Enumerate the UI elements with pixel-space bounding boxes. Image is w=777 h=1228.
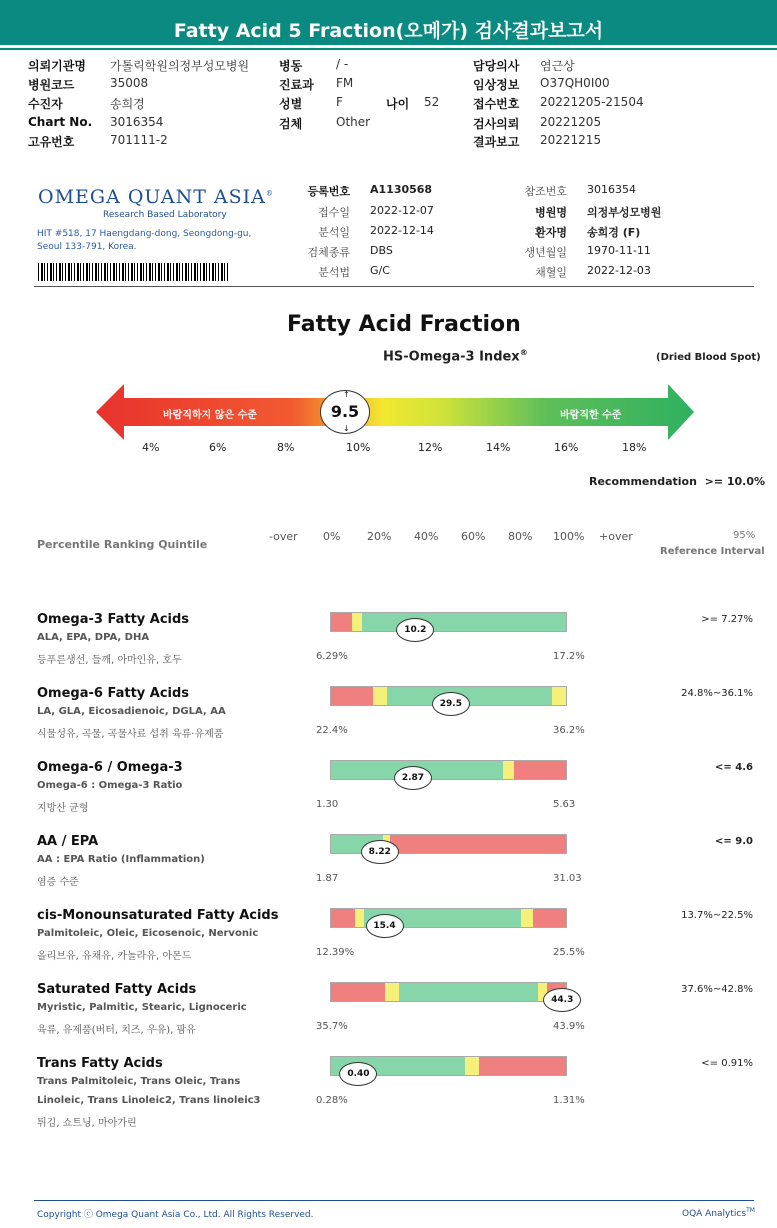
record-value: DBS [370, 244, 393, 257]
result-components: ALA, EPA, DPA, DHA [37, 632, 150, 643]
result-max: 43.9% [553, 1021, 585, 1032]
header-key: 병동 [279, 59, 303, 73]
bar-segment-green [399, 983, 538, 1001]
omega3-index-value: 9.5 [320, 390, 370, 434]
result-min: 0.28% [316, 1095, 348, 1106]
bar-segment-yellow [465, 1057, 479, 1075]
record-key: 채혈일 [535, 266, 567, 279]
bar-segment-red [479, 1057, 566, 1075]
record-key: 등록번호 [307, 185, 350, 198]
age-value: 52 [424, 95, 440, 109]
result-food-sources: 식물성유, 곡물, 곡물사료 섭취 육류·유제품 [37, 729, 224, 740]
result-food-sources: 육류, 유제품(버터, 치즈, 우유), 팜유 [37, 1025, 196, 1036]
header-value: 20221205 [540, 115, 602, 129]
result-max: 36.2% [553, 725, 585, 736]
down-arrow-icon: ↓ [343, 424, 350, 433]
header-value: 가톨릭학원의정부성모병원 [110, 59, 250, 73]
omega3-index-label: HS-Omega-3 Index® [383, 348, 528, 365]
sample-type: (Dried Blood Spot) [656, 352, 761, 363]
result-reference: <= 4.6 [715, 762, 753, 773]
lab-logo: OMEGA QUANT ASIA® [38, 186, 274, 208]
fraction-title: Fatty Acid Fraction [287, 312, 521, 337]
recommendation: Recommendation >= 10.0% [589, 475, 766, 488]
ranking-column: 100% [553, 530, 585, 543]
header-value: FM [336, 76, 354, 90]
header-key: 성별 [279, 97, 303, 111]
divider-top [34, 286, 754, 287]
record-key: 생년월일 [524, 246, 567, 259]
result-reference: 13.7%~22.5% [681, 910, 753, 921]
index-tick: 8% [277, 441, 295, 454]
result-reference: 37.6%~42.8% [681, 984, 753, 995]
bar-segment-yellow [355, 909, 364, 927]
header-value: 20221205-21504 [540, 95, 644, 109]
header-key: Chart No. [28, 115, 93, 129]
barcode [38, 263, 228, 281]
result-bar [330, 760, 567, 780]
result-components: Omega-6 : Omega-3 Ratio [37, 780, 183, 791]
ranking-column: -over [269, 530, 298, 543]
result-value-marker: 15.4 [366, 914, 404, 938]
bar-segment-green [362, 613, 566, 631]
result-value-marker: 0.40 [339, 1062, 377, 1086]
record-key: 분석일 [318, 226, 350, 239]
result-bar [330, 982, 567, 1002]
result-components: Palmitoleic, Oleic, Eicosenoic, Nervonic [37, 928, 259, 939]
header-key: 검체 [279, 117, 303, 131]
index-tick: 6% [209, 441, 227, 454]
record-value: A1130568 [370, 183, 433, 196]
result-max: 17.2% [553, 651, 585, 662]
ranking-column: 0% [323, 530, 341, 543]
header-key: 임상정보 [473, 78, 520, 92]
ranking-column: 80% [508, 530, 533, 543]
result-components-2: Linoleic, Trans Linoleic2, Trans linoleic3 [37, 1095, 261, 1106]
result-value-marker: 44.3 [543, 988, 581, 1012]
result-value-marker: 10.2 [396, 618, 434, 642]
bar-segment-red [514, 761, 566, 779]
up-arrow-icon: ↑ [343, 390, 350, 399]
header-key: 수진자 [28, 97, 63, 111]
header-key: 접수번호 [473, 97, 520, 111]
bar-segment-yellow [503, 761, 515, 779]
record-value: 1970-11-11 [587, 244, 651, 257]
index-tick: 10% [346, 441, 371, 454]
header-key: 검사의뢰 [473, 117, 520, 131]
result-components: Trans Palmitoleic, Trans Oleic, Trans [37, 1076, 241, 1087]
result-title: Saturated Fatty Acids [37, 982, 197, 997]
result-title: Omega-6 / Omega-3 [37, 760, 183, 775]
result-food-sources: 지방산 균형 [37, 803, 89, 814]
bar-segment-red [331, 613, 352, 631]
header-value: 3016354 [110, 115, 164, 129]
header-value: 20221215 [540, 133, 602, 147]
bar-segment-yellow [521, 909, 533, 927]
record-key: 참조번호 [524, 185, 567, 198]
header-value: F [336, 95, 343, 109]
result-components: AA : EPA Ratio (Inflammation) [37, 854, 205, 865]
result-title: AA / EPA [37, 834, 99, 849]
header-value: O37QH0I00 [540, 76, 610, 90]
result-min: 1.30 [316, 799, 339, 810]
record-value: 2022-12-14 [370, 224, 434, 237]
result-title: Trans Fatty Acids [37, 1056, 163, 1071]
record-value: 송희경 (F) [587, 226, 641, 239]
lab-tagline: Research Based Laboratory [103, 210, 227, 220]
header-key: 의뢰기관명 [28, 59, 86, 73]
lab-address-2: Seoul 133-791, Korea. [37, 242, 137, 252]
age-key: 나이 [386, 97, 410, 111]
result-min: 12.39% [316, 947, 355, 958]
divider-footer [34, 1200, 754, 1201]
bar-segment-red [331, 909, 355, 927]
header-value: 염근상 [540, 59, 575, 73]
header-key: 병원코드 [28, 78, 75, 92]
result-title: Omega-3 Fatty Acids [37, 612, 190, 627]
record-value: 3016354 [587, 183, 636, 196]
record-value: 의정부성모병원 [587, 206, 662, 219]
header-key: 고유번호 [28, 135, 75, 149]
copyright: Copyright ⓒ Omega Quant Asia Co., Ltd. All Rights Reserved. [37, 1210, 314, 1220]
header-value: Other [336, 115, 371, 129]
lab-address-1: HIT #518, 17 Haengdang-dong, Seongdong-gu, [37, 229, 252, 239]
record-key: 검체종류 [307, 246, 350, 259]
result-title: cis-Monounsaturated Fatty Acids [37, 908, 279, 923]
record-key: 환자명 [535, 226, 567, 239]
index-tick: 18% [622, 441, 647, 454]
ref-interval-label: Reference Interval [660, 546, 765, 557]
record-value: 2022-12-07 [370, 204, 434, 217]
ranking-column: 20% [367, 530, 392, 543]
bar-segment-yellow [373, 687, 387, 705]
header-value: 35008 [110, 76, 149, 90]
result-min: 6.29% [316, 651, 348, 662]
result-min: 35.7% [316, 1021, 348, 1032]
result-food-sources: 튀김, 쇼트닝, 마아가린 [37, 1118, 137, 1129]
result-food-sources: 등푸른생선, 들깨, 아마인유, 호두 [37, 655, 182, 666]
index-tick: 16% [554, 441, 579, 454]
bar-segment-red [390, 835, 566, 853]
bar-segment-yellow [352, 613, 361, 631]
result-components: Myristic, Palmitic, Stearic, Lignoceric [37, 1002, 247, 1013]
bar-segment-red [331, 983, 385, 1001]
brand: OQA Analytics™ [682, 1207, 755, 1219]
record-key: 병원명 [535, 206, 567, 219]
result-max: 31.03 [553, 873, 582, 884]
result-components: LA, GLA, Eicosadienoic, DGLA, AA [37, 706, 226, 717]
report-title-bar [0, 0, 777, 48]
bad-level-label: 바람직하지 않은 수준 [163, 410, 257, 421]
result-max: 25.5% [553, 947, 585, 958]
index-tick: 14% [486, 441, 511, 454]
header-key: 담당의사 [473, 59, 520, 73]
result-value-marker: 2.87 [394, 766, 432, 790]
header-value: 701111-2 [110, 133, 168, 147]
result-value-marker: 29.5 [432, 692, 470, 716]
header-key: 진료과 [279, 78, 314, 92]
record-key: 분석법 [318, 266, 350, 279]
header-value: / - [336, 57, 349, 71]
record-key: 접수일 [318, 206, 350, 219]
result-min: 1.87 [316, 873, 339, 884]
record-value: G/C [370, 264, 390, 277]
bar-segment-yellow [385, 983, 399, 1001]
header-key: 결과보고 [473, 135, 520, 149]
result-reference: 24.8%~36.1% [681, 688, 753, 699]
ref-percent: 95% [733, 530, 756, 541]
ranking-column: +over [599, 530, 633, 543]
result-value-marker: 8.22 [361, 840, 399, 864]
result-reference: <= 0.91% [701, 1058, 753, 1069]
result-food-sources: 올리브유, 유채유, 카놀라유, 아몬드 [37, 951, 192, 962]
index-tick: 4% [142, 441, 160, 454]
result-max: 5.63 [553, 799, 576, 810]
ranking-column: 60% [461, 530, 486, 543]
result-max: 1.31% [553, 1095, 585, 1106]
header-value: 송희경 [110, 97, 145, 111]
bar-segment-red [331, 687, 373, 705]
ranking-label: Percentile Ranking Quintile [37, 538, 208, 551]
result-reference: <= 9.0 [715, 836, 753, 847]
result-bar [330, 612, 567, 632]
report-title: Fatty Acid 5 Fraction(오메가) 검사결과보고서 [173, 20, 604, 42]
good-level-label: 바람직한 수준 [560, 410, 622, 421]
result-food-sources: 염증 수준 [37, 877, 79, 888]
bar-segment-yellow [552, 687, 566, 705]
ranking-column: 40% [414, 530, 439, 543]
record-value: 2022-12-03 [587, 264, 651, 277]
result-title: Omega-6 Fatty Acids [37, 686, 190, 701]
index-tick: 12% [418, 441, 443, 454]
bar-segment-red [533, 909, 566, 927]
result-min: 22.4% [316, 725, 348, 736]
result-reference: >= 7.27% [701, 614, 753, 625]
